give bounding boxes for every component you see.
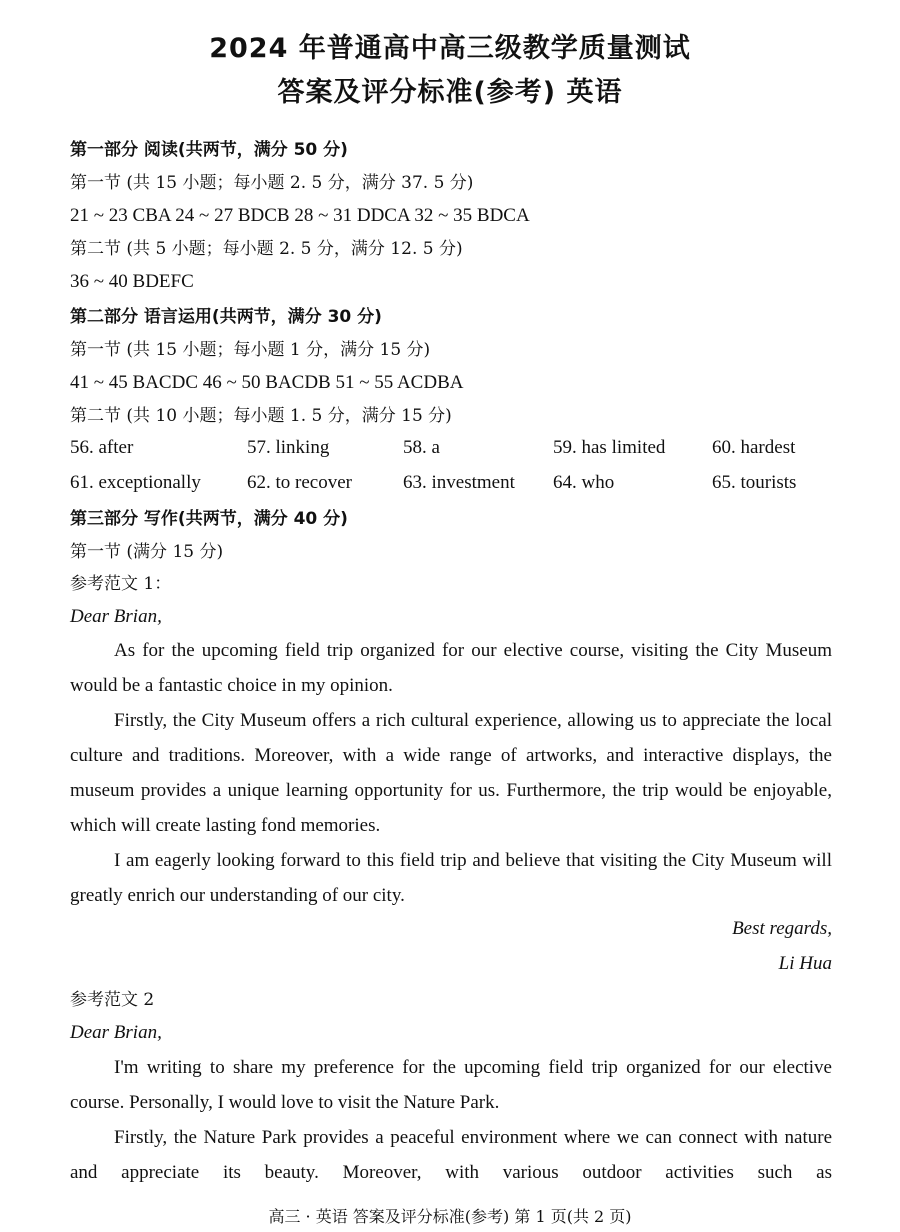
- fill-answer-64: 64. who: [553, 472, 615, 493]
- part2-sec1-heading: 第一节 (共 15 小题；每小题 1 分，满分 15 分): [70, 340, 431, 360]
- part2-sec1-answers: 41 ~ 45 BACDC 46 ~ 50 BACDB 51 ~ 55 ACDBA: [70, 372, 464, 393]
- fill-answer-61: 61. exceptionally: [70, 472, 201, 493]
- part3-heading: 第三部分 写作(共两节，满分 40 分): [70, 509, 348, 529]
- fill-answer-56: 56. after: [70, 437, 134, 458]
- part2-heading: 第二部分 语言运用(共两节，满分 30 分): [70, 307, 382, 327]
- fill-answer-58: 58. a: [403, 437, 440, 458]
- sample1-greeting: Dear Brian,: [70, 606, 162, 627]
- part1-sec1-answers: 21 ~ 23 CBA 24 ~ 27 BDCB 28 ~ 31 DDCA 32 ~ 35 BDCA: [70, 205, 530, 226]
- sample2-paragraph-2: Firstly, the Nature Park provides a peaceful environment where we can connect with nature and appreciate its beauty. Moreover, with various outdoor activities such as: [70, 1127, 832, 1183]
- page-title: 2024 年普通高中高三级教学质量测试: [209, 33, 691, 64]
- sample1-closing: Best regards,: [732, 918, 832, 939]
- part1-sec2-answers: 36 ~ 40 BDEFC: [70, 271, 194, 292]
- fill-answer-65: 65. tourists: [712, 472, 797, 493]
- fill-answer-62: 62. to recover: [247, 472, 352, 493]
- page-footer: 高三 · 英语 答案及评分标准(参考) 第 1 页(共 2 页): [268, 1207, 632, 1226]
- sample1-label: 参考范文 1：: [70, 574, 172, 594]
- part1-sec1-heading: 第一节 (共 15 小题；每小题 2. 5 分，满分 37. 5 分): [70, 173, 474, 193]
- sample2-greeting: Dear Brian,: [70, 1022, 162, 1043]
- fill-answer-grid: [70, 437, 840, 497]
- sample1-paragraph-1: As for the upcoming field trip organized for our elective course, visiting the City Museum would be a fantastic choice in my opinion.: [70, 640, 832, 696]
- sample1-paragraph-3: I am eagerly looking forward to this field trip and believe that visiting the City Museum will greatly enrich our understanding of our city.: [70, 850, 832, 906]
- sample2-paragraph-1: I'm writing to share my preference for the upcoming field trip organized for our elective course. Personally, I would love to visit the Nature Park.: [70, 1057, 832, 1113]
- part2-sec2-heading: 第二节 (共 10 小题；每小题 1. 5 分，满分 15 分): [70, 406, 452, 426]
- page-subtitle: 答案及评分标准(参考) 英语: [277, 77, 623, 108]
- sample1-signature: Li Hua: [778, 953, 832, 974]
- fill-answer-57: 57. linking: [247, 437, 330, 458]
- part3-sec1-heading: 第一节 (满分 15 分): [70, 542, 224, 562]
- fill-answer-59: 59. has limited: [553, 437, 666, 458]
- fill-answer-63: 63. investment: [403, 472, 515, 493]
- part1-heading: 第一部分 阅读(共两节，满分 50 分): [70, 140, 348, 160]
- part1-sec2-heading: 第二节 (共 5 小题；每小题 2. 5 分，满分 12. 5 分): [70, 239, 463, 259]
- sample1-paragraph-2: Firstly, the City Museum offers a rich cultural experience, allowing us to appreciate the local culture and traditions. Moreover, with a wide range of artworks, and interactive displays, the museum provides a unique learning opportunity for us. Furthermore, the trip would be enjoyable, which will create lasting fond memories.: [70, 710, 832, 836]
- fill-answer-60: 60. hardest: [712, 437, 796, 458]
- sample2-label: 参考范文 2: [70, 990, 155, 1010]
